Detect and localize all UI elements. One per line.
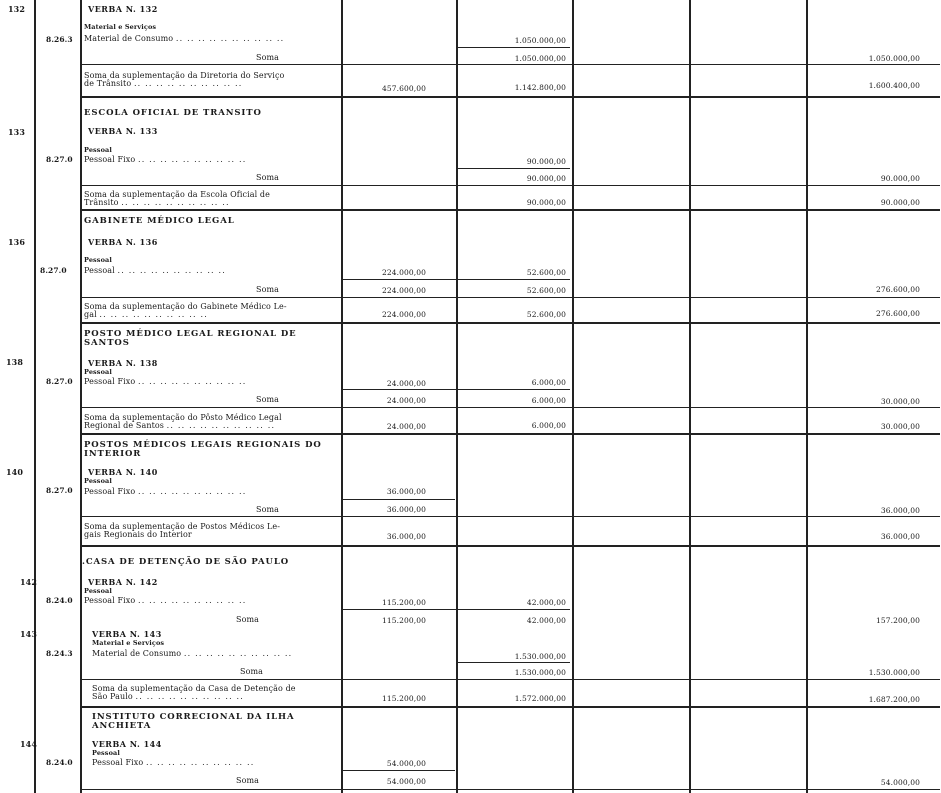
category-label: Material e Serviços: [84, 23, 157, 31]
section-header: .CASA DE DETENÇÃO DE SÃO PAULO: [82, 557, 290, 567]
amount-cell: 36.000,00: [386, 532, 426, 541]
sum-rule: [458, 47, 570, 48]
soma-label: Soma: [236, 776, 260, 785]
amount-cell: 90.000,00: [526, 198, 566, 207]
item-label: Material de Consumo .. .. .. .. .. .. .. .. .. ..: [84, 34, 285, 43]
sum-rule: [458, 662, 570, 663]
amount-cell: 1.050.000,00: [514, 54, 566, 63]
section-header: GABINETE MÉDICO LEGAL: [84, 216, 235, 226]
column-rule: [689, 0, 691, 793]
row-rule: [80, 185, 940, 186]
column-rule: [34, 0, 36, 793]
sum-rule: [343, 770, 455, 771]
item-code: 8.24.0: [46, 596, 73, 605]
amount-cell: 36.000,00: [386, 487, 426, 496]
amount-cell: 6.000,00: [531, 378, 566, 387]
item-code: 8.27.0: [40, 266, 67, 275]
section-header: INTERIOR: [84, 449, 142, 459]
total-label: Trânsito .. .. .. .. .. .. .. .. .. ..: [84, 198, 230, 207]
amount-cell: 1.530.000,00: [868, 668, 920, 677]
column-rule: [806, 0, 808, 793]
amount-cell: 224.000,00: [382, 268, 426, 277]
amount-cell: 1.050.000,00: [514, 36, 566, 45]
amount-cell: 276.600,00: [876, 285, 920, 294]
amount-cell: 90.000,00: [526, 174, 566, 183]
section-rule: [80, 433, 940, 435]
section-header: ANCHIETA: [92, 721, 152, 731]
column-rule: [456, 0, 458, 793]
category-label: Material e Serviços: [92, 639, 165, 647]
item-code: 8.24.3: [46, 649, 73, 658]
amount-cell: 36.000,00: [386, 505, 426, 514]
total-label: Soma da suplementação da Escola Oficial de: [84, 190, 270, 199]
amount-cell: 24.000,00: [386, 422, 426, 431]
amount-cell: 457.600,00: [382, 84, 426, 93]
amount-cell: 276.600,00: [876, 309, 920, 318]
category-label: Pessoal: [84, 256, 112, 264]
column-rule: [572, 0, 574, 793]
category-label: Pessoal: [92, 749, 120, 757]
amount-cell: 42.000,00: [526, 616, 566, 625]
item-label: Pessoal Fixo .. .. .. .. .. .. .. .. .. ..: [84, 155, 247, 164]
verba-number: 143: [20, 629, 37, 639]
section-header: POSTO MÉDICO LEGAL REGIONAL DE: [84, 329, 297, 339]
total-label: de Trânsito .. .. .. .. .. .. .. .. .. ..: [84, 79, 243, 88]
verba-title: VERBA N. 143: [92, 629, 162, 639]
amount-cell: 1.530.000,00: [514, 668, 566, 677]
total-label: gal .. .. .. .. .. .. .. .. .. ..: [84, 310, 208, 319]
section-header: ESCOLA OFICIAL DE TRANSITO: [84, 108, 262, 118]
row-rule: [80, 297, 940, 298]
verba-number: 133: [8, 127, 25, 137]
amount-cell: 1.050.000,00: [868, 54, 920, 63]
amount-cell: 52.600,00: [526, 310, 566, 319]
section-rule: [80, 96, 940, 98]
amount-cell: 52.600,00: [526, 268, 566, 277]
amount-cell: 30.000,00: [880, 397, 920, 406]
soma-label: Soma: [256, 285, 280, 294]
item-label: Pessoal Fixo .. .. .. .. .. .. .. .. .. ..: [84, 377, 247, 386]
amount-cell: 115.200,00: [382, 616, 426, 625]
amount-cell: 157.200,00: [876, 616, 920, 625]
column-rule: [80, 0, 82, 793]
verba-number: 140: [6, 467, 23, 477]
verba-number: 142: [20, 577, 37, 587]
verba-title: VERBA N. 132: [88, 4, 158, 14]
amount-cell: 90.000,00: [880, 174, 920, 183]
category-label: Pessoal: [84, 368, 112, 376]
amount-cell: 115.200,00: [382, 694, 426, 703]
amount-cell: 54.000,00: [386, 777, 426, 786]
amount-cell: 36.000,00: [880, 532, 920, 541]
amount-cell: 1.572.000,00: [514, 694, 566, 703]
item-label: Pessoal .. .. .. .. .. .. .. .. .. ..: [84, 266, 227, 275]
row-rule: [80, 789, 940, 790]
amount-cell: 52.600,00: [526, 286, 566, 295]
verba-title: VERBA N. 140: [88, 467, 158, 477]
sum-rule: [343, 499, 455, 500]
soma-label: Soma: [256, 395, 280, 404]
amount-cell: 224.000,00: [382, 310, 426, 319]
soma-label: Soma: [256, 53, 280, 62]
amount-cell: 115.200,00: [382, 598, 426, 607]
total-label: gais Regionais do Interior: [84, 530, 192, 539]
soma-label: Soma: [256, 505, 280, 514]
category-label: Pessoal: [84, 146, 112, 154]
item-code: 8.24.0: [46, 758, 73, 767]
amount-cell: 6.000,00: [531, 421, 566, 430]
category-label: Pessoal: [84, 477, 112, 485]
amount-cell: 30.000,00: [880, 422, 920, 431]
verba-number: 132: [8, 4, 25, 14]
row-rule: [80, 516, 940, 517]
amount-cell: 90.000,00: [880, 198, 920, 207]
amount-cell: 224.000,00: [382, 286, 426, 295]
section-rule: [80, 545, 940, 547]
amount-cell: 1.687.200,00: [868, 695, 920, 704]
amount-cell: 6.000,00: [531, 396, 566, 405]
section-rule: [80, 209, 940, 211]
amount-cell: 24.000,00: [386, 396, 426, 405]
amount-cell: 1.530.000,00: [514, 652, 566, 661]
row-rule: [80, 407, 940, 408]
item-code: 8.27.0: [46, 486, 73, 495]
item-label: Pessoal Fixo .. .. .. .. .. .. .. .. .. ..: [84, 487, 247, 496]
soma-label: Soma: [256, 173, 280, 182]
amount-cell: 24.000,00: [386, 379, 426, 388]
sum-rule: [458, 168, 570, 169]
section-header: SANTOS: [84, 338, 130, 348]
amount-cell: 90.000,00: [526, 157, 566, 166]
verba-title: VERBA N. 142: [88, 577, 158, 587]
total-label: Soma da suplementação de Postos Médicos Le-: [84, 522, 281, 531]
amount-cell: 54.000,00: [386, 759, 426, 768]
item-label: Pessoal Fixo .. .. .. .. .. .. .. .. .. ..: [84, 596, 247, 605]
section-header: INSTITUTO CORRECIONAL DA ILHA: [92, 712, 295, 722]
section-rule: [80, 706, 940, 708]
item-label: Material de Consumo .. .. .. .. .. .. .. .. .. ..: [92, 649, 293, 658]
section-header: POSTOS MÉDICOS LEGAIS REGIONAIS DO: [84, 440, 322, 450]
total-label: Soma da suplementação da Casa de Detenção de: [92, 684, 296, 693]
item-code: 8.27.0: [46, 155, 73, 164]
category-label: Pessoal: [84, 587, 112, 595]
soma-label: Soma: [236, 615, 260, 624]
verba-title: VERBA N. 136: [88, 237, 158, 247]
verba-title: VERBA N. 133: [88, 126, 158, 136]
amount-cell: 54.000,00: [880, 778, 920, 787]
verba-number: 138: [6, 357, 23, 367]
sum-rule: [343, 279, 570, 280]
soma-label: Soma: [240, 667, 264, 676]
amount-cell: 1.600.400,00: [868, 81, 920, 90]
amount-cell: 36.000,00: [880, 506, 920, 515]
amount-cell: 1.142.800,00: [514, 83, 566, 92]
verba-title: VERBA N. 138: [88, 358, 158, 368]
row-rule: [80, 679, 940, 680]
total-label: Soma da suplementação da Diretoria do Serviço: [84, 71, 285, 80]
total-label: Soma da suplementação do Pôsto Médico Legal: [84, 413, 282, 422]
total-label: Regional de Santos .. .. .. .. .. .. .. .. .. ..: [84, 421, 276, 430]
verba-number: 144: [20, 739, 37, 749]
sum-rule: [343, 389, 570, 390]
section-rule: [80, 322, 940, 324]
verba-number: 136: [8, 237, 25, 247]
sum-rule: [343, 609, 570, 610]
amount-cell: 42.000,00: [526, 598, 566, 607]
row-rule: [80, 64, 940, 65]
item-label: Pessoal Fixo .. .. .. .. .. .. .. .. .. ..: [92, 758, 255, 767]
item-code: 8.27.0: [46, 377, 73, 386]
item-code: 8.26.3: [46, 35, 73, 44]
total-label: São Paulo .. .. .. .. .. .. .. .. .. ..: [92, 692, 245, 701]
verba-title: VERBA N. 144: [92, 739, 162, 749]
total-label: Soma da suplementação do Gabinete Médico Le-: [84, 302, 287, 311]
